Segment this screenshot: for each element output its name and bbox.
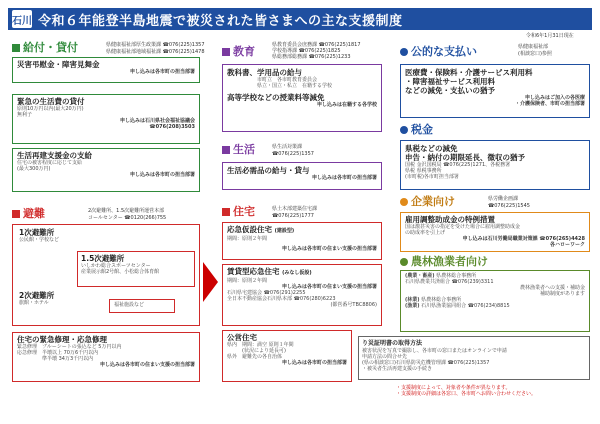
item-category: (農業・畜産) <box>405 273 435 279</box>
item-contact: 石川県農業共済組合 ☎076(239)3311 <box>405 279 494 285</box>
section-noringyo <box>400 256 488 268</box>
support-item <box>222 162 382 190</box>
item-detail: 期間：原則２年間 <box>227 278 268 284</box>
item-title: り災証明書の取得方法 <box>362 340 423 347</box>
item-title: 災害弔慰金・障害見舞金 <box>17 60 100 69</box>
item-detail: 農林漁業者への支援・補助金 <box>519 285 585 291</box>
item-detail: 市町立 各市町教育委員会 <box>257 77 318 83</box>
item-title: 高等学校などの授業料等減免 <box>227 93 325 102</box>
section-title: 公的な支払い <box>411 45 477 58</box>
item-title: 賃貸型応急住宅 <box>227 267 280 276</box>
section-koteki <box>400 46 477 58</box>
support-item <box>12 148 200 192</box>
contact: 県労働企画課 <box>488 196 519 202</box>
contact: 県健康福祉部厚生政策課 ☎076(225)1357 <box>106 42 205 48</box>
contact: 県健康福祉部地域福祉課 ☎076(225)1478 <box>106 49 205 55</box>
item-title: 1.5次避難所 <box>81 254 125 263</box>
item-title: 医療費・保険料・介護サービス利用料 <box>405 68 533 77</box>
item-detail: (県の相談窓口)石川県防災危機管理課 ☎076(225)1357 <box>362 360 490 366</box>
section-title: 避難 <box>23 207 45 220</box>
item-detail: 旅館・ホテル <box>19 300 49 306</box>
item-detail: いしかわ総合スポーツセンター <box>81 263 151 269</box>
item-detail: 補助制度があります <box>539 291 585 297</box>
shelter-level-1-5 <box>77 251 195 287</box>
contact: (相談窓口)参照 <box>518 51 552 57</box>
item-category: (漁業) <box>405 303 420 309</box>
support-item <box>400 212 590 252</box>
red-square-icon <box>222 208 230 216</box>
support-item <box>222 264 382 326</box>
item-detail: 緊急修理 ブルーシートの張込など 5万円以内 <box>17 344 122 350</box>
footer-note: ・支援制度の詳細は各窓口、各市町へお問い合わせください。 <box>396 391 537 397</box>
section-title: 農林漁業者向け <box>411 255 488 268</box>
section-kigyo <box>400 196 455 208</box>
item-detail: 期間：原則２年間 <box>227 236 268 242</box>
section-title: 企業向け <box>411 195 455 208</box>
welfare-facility <box>109 299 175 313</box>
support-item <box>400 64 590 118</box>
page-title: 令和６年能登半島地震で被災された皆さまへの主な支援制度 <box>38 13 403 29</box>
item-title: 生活必需品の給与・貸与 <box>227 166 310 175</box>
item-detail: 応急修理 半壊以上 70万6千円以内 <box>17 350 99 356</box>
certificate-info-box <box>358 336 590 380</box>
item-detail: (市町税)各市町担当部署 <box>405 174 459 180</box>
contact: 県土木部建築住宅課 <box>272 206 318 212</box>
section-title: 住宅 <box>233 205 255 218</box>
support-item <box>222 64 382 132</box>
item-detail: 無利子 <box>17 112 33 118</box>
item-application: 申し込みは各市町の住まい支援の担当部署 <box>99 362 195 368</box>
item-title: ・障害福祉サービス利用料 <box>405 77 495 86</box>
support-item <box>222 330 352 382</box>
purple-square-icon <box>222 48 230 56</box>
section-seikatsu <box>222 144 255 156</box>
item-application: 申し込みは各市町の担当部署 <box>311 175 377 181</box>
header-bar <box>8 8 592 30</box>
item-application: 申し込みは石川県社会福祉協議会 <box>119 118 195 124</box>
item-detail: 国は激甚災害の指定を受けた場合に雇用調整助成金 <box>405 224 521 230</box>
evacuation-flow <box>12 224 200 326</box>
item-title: 教科書、学用品の給与 <box>227 68 302 77</box>
item-contact: 石川県宅建協会 ☎076(291)2255 <box>227 290 306 296</box>
item-detail: 申請方法の問合せ先 <box>362 354 408 360</box>
item-title: 生活再建支援金の支給 <box>17 151 92 160</box>
item-title: 緊急の生活費の貸付 <box>17 97 85 106</box>
shelter-level-1 <box>19 228 59 243</box>
blue-circle-icon <box>400 126 408 134</box>
flow-arrow-icon <box>203 262 218 302</box>
section-hinan <box>12 208 45 220</box>
item-detail: 県立・国立・私立 在籍する学校 <box>257 83 333 89</box>
item-phone: ☎076(208)3503 <box>149 124 195 130</box>
item-application: 各ハローワーク <box>549 242 585 248</box>
red-square-icon <box>12 210 20 218</box>
item-application: 申し込みは各市町の担当部署 <box>281 360 347 366</box>
support-item <box>400 270 590 332</box>
section-jutaku <box>222 206 255 218</box>
item-application: 申し込みはご加入の各医療 <box>524 95 585 101</box>
item-tag: (みなし仮設) <box>282 270 312 276</box>
item-category: (林業) <box>405 297 420 303</box>
green-square-icon <box>12 44 20 52</box>
item-tag: (建設型) <box>274 228 295 234</box>
contact: 県生活対策課 <box>272 144 303 150</box>
orange-circle-icon <box>400 198 408 206</box>
item-application: 申し込みは各市町の住まい支援の担当部署 <box>281 246 377 252</box>
item-title: 県税などの減免 <box>405 144 458 153</box>
section-kyufu <box>12 42 78 54</box>
item-title: 2次避難所 <box>19 291 55 300</box>
item-contact: 石川県漁業協同組合 ☎076(234)8815 <box>421 303 510 309</box>
support-item <box>12 57 200 83</box>
section-title: 生活 <box>233 143 255 156</box>
item-title: などの減免・支払いの猶予 <box>405 86 495 95</box>
item-detail: ・被災者生活再建支援の手続き <box>362 366 433 372</box>
contact: ☎076(225)1545 <box>488 203 530 209</box>
item-detail: 県税 県税事務所 <box>405 168 442 174</box>
contact: 学校指導課 ☎076(225)1825 <box>272 48 341 54</box>
as-of-date: 令和6年1月31日現在 <box>526 33 574 39</box>
contact: 県総務部総務課 ☎076(225)1233 <box>272 54 351 60</box>
item-contact: (都営番号TBC8806) <box>330 302 377 308</box>
item-detail: 県内 期間：満空 原則１年間 <box>227 342 294 348</box>
item-title: 申告・納付の期限延長、徴収の猶予 <box>405 153 525 162</box>
item-detail: (状況により延長可) <box>227 348 286 354</box>
item-contact: 県農林総合事務所 <box>421 297 462 303</box>
item-title: 住宅の緊急修理・応急修理 <box>17 335 107 344</box>
item-application: 申し込みは在籍する各学校 <box>316 102 377 108</box>
footer-note: ・支援制度によって、対象者や条件が異なります。 <box>396 385 511 391</box>
section-zeikin <box>400 124 433 136</box>
contact: ☎076(225)1777 <box>272 213 314 219</box>
prefecture-logo: 石川 <box>12 10 32 28</box>
item-detail: 県外 避難先の各自治体 <box>227 354 283 360</box>
contact: 県健康福祉部 <box>518 44 549 50</box>
shelter-level-2 <box>19 291 54 306</box>
footer-notes <box>396 385 536 397</box>
item-title: 雇用調整助成金の特例措置 <box>405 215 495 224</box>
section-title: 税金 <box>411 123 433 136</box>
item-title: 公営住宅 <box>227 333 257 342</box>
item-detail: の助成率を引上げ <box>405 230 446 236</box>
emergency-repair <box>12 332 200 382</box>
item-detail: 公民館・学校など <box>19 237 60 243</box>
support-item <box>222 222 382 260</box>
item-contact: 全日本不動産協会石川県本部 ☎076(280)6223 <box>227 296 336 302</box>
blue-circle-icon <box>400 48 408 56</box>
item-detail: (最大300万円) <box>17 166 51 172</box>
item-detail: 住宅の被害程度に応じて支給 <box>17 160 83 166</box>
item-application: 申し込みは各市町の住まい支援の担当部署 <box>281 284 377 290</box>
item-detail: 福祉施設など <box>114 302 145 308</box>
contact: ☎076(225)1357 <box>272 151 314 157</box>
support-item <box>12 94 200 144</box>
item-application: 申し込みは各市町の担当部署 <box>129 69 195 75</box>
item-detail: 産業展示館2号館、小松総合体育館 <box>81 269 160 275</box>
contact: 県教育委員会庶務課 ☎076(225)1817 <box>272 42 361 48</box>
item-title: 1次避難所 <box>19 228 55 237</box>
green-circle-icon <box>400 258 408 266</box>
section-title: 教育 <box>233 45 255 58</box>
section-title: 給付・貸付 <box>23 41 78 54</box>
item-detail: 原則10万円以内(最大20万円) <box>17 106 84 112</box>
item-detail: 被害状況を写真で撮影し、各市町の窓口またはオンラインで申請 <box>362 348 507 354</box>
section-kyoiku <box>222 46 255 58</box>
item-detail: 国税 金沢国税局 ☎076(225)1271、各税務署 <box>405 162 511 168</box>
support-item <box>400 140 590 190</box>
item-detail: 準半壊 34万3千円以内 <box>17 356 94 362</box>
item-application: 申し込みは各市町の担当部署 <box>129 172 195 178</box>
contact: コールセンター ☎0120(266)755 <box>88 215 167 221</box>
item-application: 申し込みは石川労働局職業対策課 ☎076(265)4428 <box>462 236 585 242</box>
purple-square-icon <box>222 146 230 154</box>
item-application: ・介護保険者、市町の担当部署 <box>514 101 585 107</box>
contact: 2次避難所、1.5次避難所運営本部 <box>88 208 165 214</box>
item-contact: 県農林総合事務所 <box>436 273 477 279</box>
item-title: 応急仮設住宅 <box>227 225 272 234</box>
